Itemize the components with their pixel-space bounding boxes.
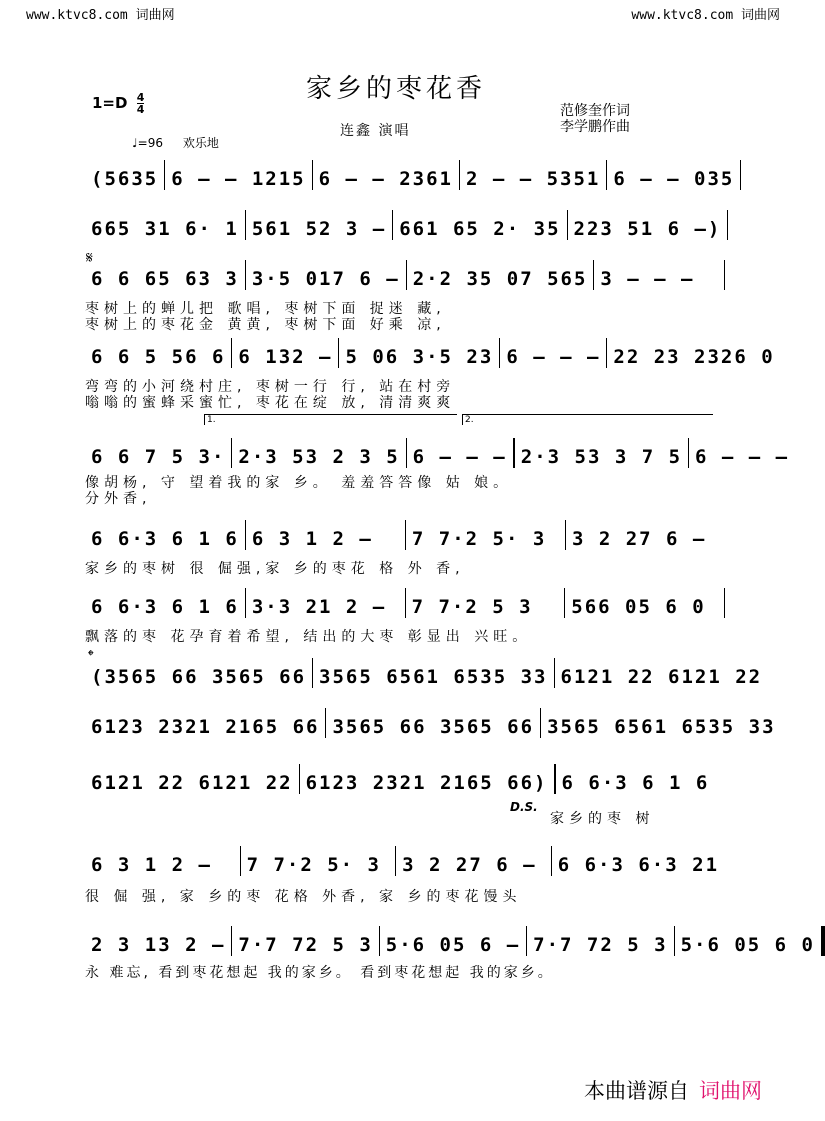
lyric-line: 家乡的枣树 很 倔强,家 乡的枣花 格 外 香, [85,561,465,577]
time-signature [137,92,145,115]
measure: 3 2 27 6 – [402,854,537,876]
lyric-line: 分外香, [85,491,152,507]
composer: 李学鹏作曲 [560,119,630,135]
measure: 6 6·3 6 1 6 [561,772,710,794]
measure: 2 – – 5351 [465,168,601,190]
key-signature [92,92,144,115]
footer-text: 本曲谱源自 [584,1079,689,1103]
measure: 6 3 1 2 – [251,528,373,550]
lyric-line: 家乡的枣 树 [550,811,655,827]
measure: (5635 [91,168,159,190]
score-row-8 [85,660,763,688]
measure: 6121 22 6121 22 [560,666,763,688]
watermark-left: www.ktvc8.com 词曲网 [26,8,175,23]
measure: 6 – – – [695,446,790,468]
measure: 3·5 017 6 – [251,268,400,290]
measure: 5·6 05 6 0 [680,934,815,956]
measure: 223 51 6 –) [573,218,722,240]
score-row-2 [85,212,725,240]
measure: 6123 2321 2165 66) [305,772,548,794]
measure: 7 7·2 5· 3 [411,528,547,550]
score-row-12 [85,928,815,956]
measure: 6 6·3 6 1 6 [91,596,239,618]
measure: 3·3 21 2 – [251,596,387,618]
score-row-1 [85,162,735,190]
lyric-line: 弯弯的小河绕村庄, 枣树一行 行, 站在村旁 [85,379,456,395]
measure: 6121 22 6121 22 [91,772,293,794]
measure: 3 2 27 6 – [571,528,707,550]
key-label: 1=D [92,94,128,112]
tempo-note: ♩=96 [132,136,163,150]
lyricist: 范修奎作词 [560,103,630,119]
segno-sign: 𝄋 [86,248,93,267]
tempo [132,134,219,151]
lyric-line: 飘落的枣 花孕育着希望, 结出的大枣 彰显出 兴旺。 [85,629,532,645]
lyric-line: 很 倔 强, 家 乡的枣 花格 外香, 家 乡的枣花馒头 [85,889,522,905]
lyric-line: 枣树上的枣花金 黄黄, 枣树下面 好乘 凉, [85,317,446,333]
measure: 2·3 53 2 3 5 [238,446,400,468]
tempo-mood: 欢乐地 [182,136,219,150]
measure: 6 – – 035 [613,168,735,190]
measure: 6 – – – [412,446,507,468]
score-row-6 [85,522,725,550]
measure: 7 7·2 5· 3 [246,854,381,876]
measure: 5 06 3·5 23 [345,346,494,368]
lyric-line: 枣树上的蝉儿把 歌唱, 枣树下面 捉迷 藏, [85,301,446,317]
measure: 6 – – – [506,346,601,368]
measure: 6 6 5 56 6 [91,346,226,368]
performer: 连鑫 演唱 [340,123,411,139]
score-row-4 [85,340,775,368]
lyric-line: 像胡杨, 守 望着我的家 乡。 羞羞答答像 姑 娘。 [85,475,513,491]
footer-credit [584,1075,762,1105]
measure: 3565 6561 6535 33 [547,716,776,738]
measure: 2 3 13 2 – [91,934,226,956]
measure: 6 132 – [238,346,333,368]
lyric-line: 永 难忘, 看到枣花想起 我的家乡。 看到枣花想起 我的家乡。 [85,965,555,981]
measure: 3565 6561 6535 33 [319,666,548,688]
measure: 6 – – 1215 [171,168,306,190]
measure: 6 6·3 6 1 6 [91,528,239,550]
measure: 661 65 2· 35 [399,218,561,240]
score-row-7 [85,590,725,618]
score-row-3 [85,262,725,290]
measure: 22 23 2326 0 [613,346,775,368]
ds-marking: D.S. [510,800,538,814]
lyric-line: 嗡嗡的蜜蜂采蜜忙, 枣花在绽 放, 清清爽爽 [85,395,456,411]
measure: 561 52 3 – [251,218,387,240]
score-row-11 [85,848,725,876]
measure: 5·6 05 6 – [385,934,521,956]
time-num: 4 [136,91,145,104]
measure: 6 6·3 6·3 21 [557,854,720,876]
volta-first: 1. [204,414,457,425]
measure: 7 7·2 5 3 [411,596,533,618]
measure: 7·7 72 5 3 [533,934,668,956]
coda-sign: 𝄌 [88,646,94,665]
score-row-10 [85,766,725,794]
footer-brand[interactable]: 词曲网 [699,1079,762,1103]
score-row-9 [85,710,776,738]
measure: (3565 66 3565 66 [91,666,307,688]
watermark-right: www.ktvc8.com 词曲网 [631,8,780,23]
song-title: 家乡的枣花香 [305,74,486,104]
volta-second: 2. [462,414,713,425]
measure: 7·7 72 5 3 [238,934,373,956]
time-den: 4 [136,103,145,116]
score-row-5 [85,440,790,468]
measure: 6 6 7 5 3· [91,446,226,468]
measure: 3 – – – [600,268,695,290]
measure: 566 05 6 0 [571,596,706,618]
measure: 3565 66 3565 66 [332,716,535,738]
measure: 6 3 1 2 – [91,854,212,876]
measure: 6 – – 2361 [318,168,453,190]
measure: 2·3 53 3 7 5 [520,446,683,468]
measure: 6 6 65 63 3 [91,268,239,290]
measure: 6123 2321 2165 66 [91,716,320,738]
measure: 2·2 35 07 565 [412,268,588,290]
measure: 665 31 6· 1 [91,218,239,240]
